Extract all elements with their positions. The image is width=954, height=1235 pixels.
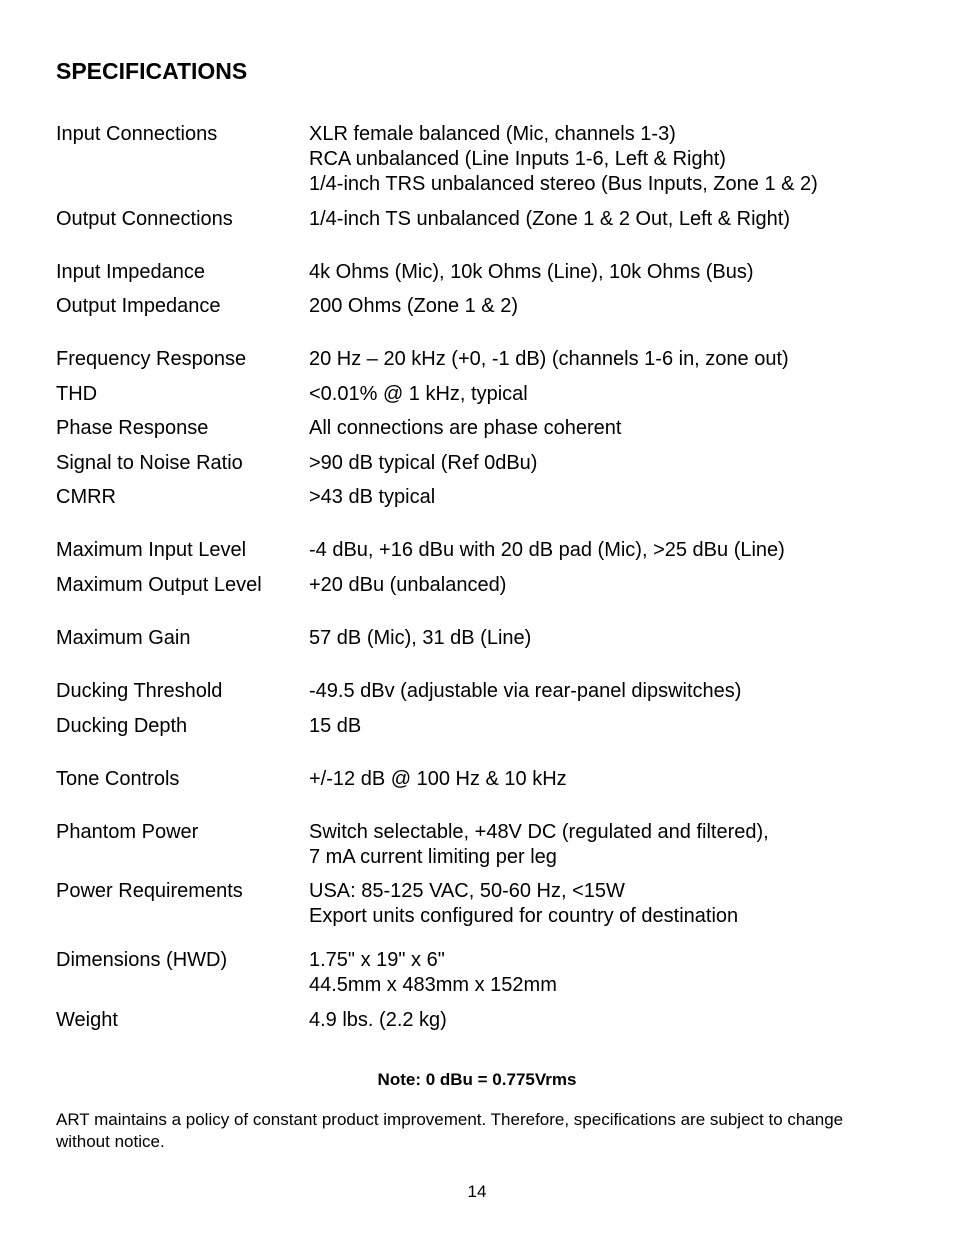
spec-value-line: +/-12 dB @ 100 Hz & 10 kHz — [309, 768, 567, 790]
spec-label: Power Requirements — [56, 880, 243, 902]
spec-value-line: 200 Ohms (Zone 1 & 2) — [309, 295, 518, 317]
spec-value-line: +20 dBu (unbalanced) — [309, 574, 507, 596]
page-number: 14 — [467, 1182, 487, 1201]
spec-label: Ducking Depth — [56, 715, 188, 737]
spec-values — [309, 416, 621, 441]
spec-value-line: 1/4-inch TS unbalanced (Zone 1 & 2 Out, Left & Right) — [309, 208, 791, 230]
spec-label: Weight — [56, 1009, 118, 1031]
spec-label: Signal to Noise Ratio — [56, 452, 243, 474]
spec-value-line: <0.01% @ 1 kHz, typical — [309, 383, 528, 405]
spec-value-line: Switch selectable, +48V DC (regulated and filtered), — [309, 821, 769, 843]
spec-values — [309, 207, 790, 232]
note: Note: 0 dBu = 0.775Vrms — [377, 1070, 577, 1089]
spec-label: Maximum Gain — [56, 627, 191, 649]
spec-label: Output Connections — [56, 208, 233, 230]
spec-label: Output Impedance — [56, 295, 221, 317]
spec-value-line: 1/4-inch TRS unbalanced stereo (Bus Inputs, Zone 1 & 2) — [309, 173, 818, 195]
spec-value-line: -4 dBu, +16 dBu with 20 dB pad (Mic), >25 dBu (Line) — [309, 539, 785, 561]
spec-values — [309, 347, 789, 372]
page-title: SPECIFICATIONS — [56, 58, 248, 84]
spec-label: Maximum Input Level — [56, 539, 247, 561]
spec-label: Frequency Response — [56, 348, 247, 370]
spec-values — [309, 122, 818, 197]
spec-value-line: 15 dB — [309, 715, 362, 737]
spec-values — [309, 260, 754, 285]
disclaimer-text: ART maintains a policy of constant product improvement. Therefore, specifications are subject to change without notice. — [56, 1110, 844, 1151]
spec-values — [309, 451, 537, 476]
spec-value-line: >43 dB typical — [309, 486, 436, 508]
spec-value-line: 1.75" x 19" x 6" — [309, 949, 445, 971]
spec-label: Ducking Threshold — [56, 680, 223, 702]
spec-label: Input Impedance — [56, 261, 205, 283]
spec-label: Phase Response — [56, 417, 209, 439]
spec-values — [309, 714, 361, 739]
spec-label: Maximum Output Level — [56, 574, 262, 596]
spec-value-line: USA: 85-125 VAC, 50-60 Hz, <15W — [309, 880, 625, 902]
spec-values — [309, 879, 738, 929]
spec-values — [309, 294, 518, 319]
spec-values — [309, 1008, 447, 1033]
spec-label: THD — [56, 383, 98, 405]
spec-values — [309, 485, 435, 510]
spec-value-line: -49.5 dBv (adjustable via rear-panel dipswitches) — [309, 680, 742, 702]
spec-values — [309, 948, 557, 998]
spec-values — [309, 538, 785, 563]
spec-label: Dimensions (HWD) — [56, 949, 228, 971]
spec-value-line: All connections are phase coherent — [309, 417, 622, 439]
spec-values — [309, 820, 769, 870]
spec-values — [309, 626, 531, 651]
spec-value-line: Export units configured for country of destination — [309, 905, 739, 927]
spec-value-line: XLR female balanced (Mic, channels 1-3) — [309, 123, 676, 145]
spec-value-line: 20 Hz – 20 kHz (+0, -1 dB) (channels 1-6 in, zone out) — [309, 348, 789, 370]
spec-label: CMRR — [56, 486, 116, 508]
spec-values — [309, 382, 528, 407]
spec-label: Input Connections — [56, 123, 218, 145]
spec-values — [309, 679, 741, 704]
spec-value-line: 57 dB (Mic), 31 dB (Line) — [309, 627, 532, 649]
spec-value-line: RCA unbalanced (Line Inputs 1-6, Left & Right) — [309, 148, 726, 170]
spec-value-line: 4.9 lbs. (2.2 kg) — [309, 1009, 447, 1031]
spec-value-line: 4k Ohms (Mic), 10k Ohms (Line), 10k Ohms (Bus) — [309, 261, 754, 283]
spec-label: Tone Controls — [56, 768, 180, 790]
spec-value-line: 44.5mm x 483mm x 152mm — [309, 974, 557, 996]
spec-values — [309, 767, 567, 792]
spec-value-line: >90 dB typical (Ref 0dBu) — [309, 452, 538, 474]
spec-values — [309, 573, 506, 598]
spec-value-line: 7 mA current limiting per leg — [309, 846, 557, 868]
spec-label: Phantom Power — [56, 821, 199, 843]
